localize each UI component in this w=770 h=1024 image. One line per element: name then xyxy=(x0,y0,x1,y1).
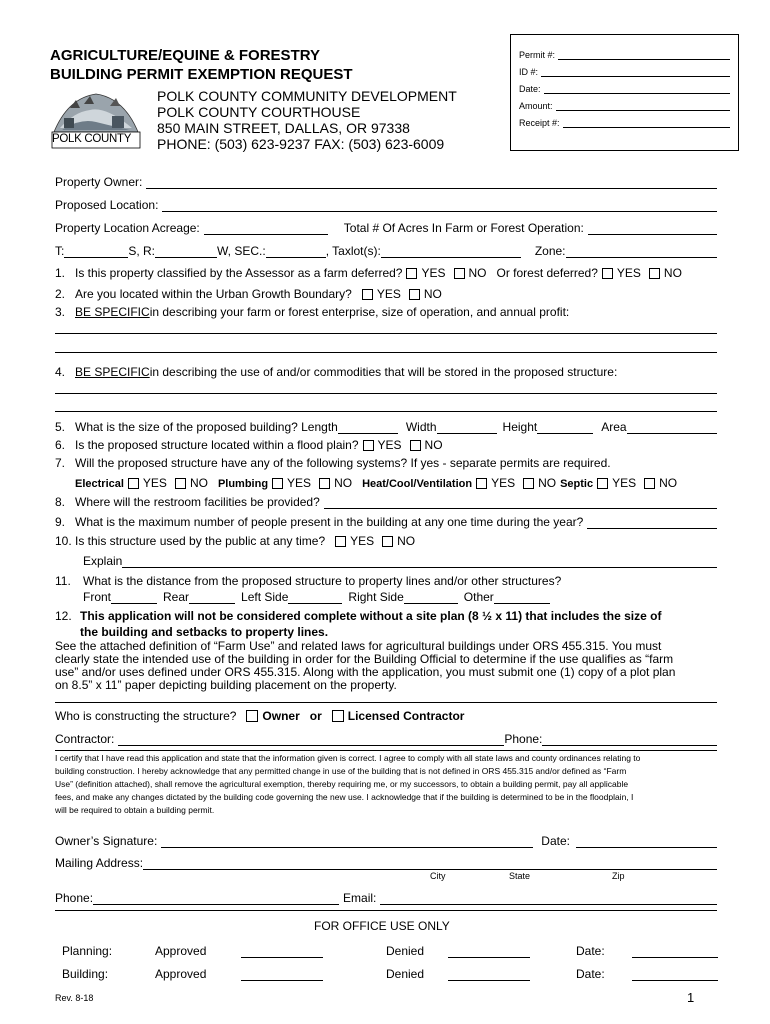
rear-distance-field[interactable] xyxy=(189,591,235,604)
building-row: Building: Approved Denied Date: xyxy=(62,965,720,981)
q1-yes-checkbox[interactable] xyxy=(406,268,417,279)
property-owner-field[interactable] xyxy=(146,176,717,189)
question-8: 8. Where will the restroom facilities be provided? xyxy=(55,493,717,509)
owner-email-field[interactable] xyxy=(380,892,717,905)
width-field[interactable] xyxy=(437,421,497,434)
signature-date-field[interactable] xyxy=(576,835,717,848)
owner-checkbox[interactable] xyxy=(246,710,258,722)
id-number-field[interactable]: ID #: xyxy=(519,60,730,77)
restroom-field[interactable] xyxy=(324,496,717,509)
permit-number-field[interactable]: Permit #: xyxy=(519,43,730,60)
q2-yes-checkbox[interactable] xyxy=(362,289,373,300)
front-distance-field[interactable] xyxy=(111,591,157,604)
property-owner-row: Property Owner: xyxy=(55,173,717,189)
question-6: 6. Is the proposed structure located within a flood plain? YES NO xyxy=(55,438,443,452)
range-field[interactable] xyxy=(155,245,217,258)
area-field[interactable] xyxy=(627,421,717,434)
receipt-number-field[interactable]: Receipt #: xyxy=(519,111,730,128)
legal-description-row: T: S, R: W, SEC.: , Taxlot(s): Zone: xyxy=(55,242,717,258)
licensed-contractor-checkbox[interactable] xyxy=(332,710,344,722)
height-field[interactable] xyxy=(537,421,593,434)
q11-distances-row: Front Rear Left Side Right Side Other xyxy=(83,588,550,604)
question-5: 5. What is the size of the proposed building? Length Width Height Area xyxy=(55,418,717,434)
logo-text: POLK COUNTY xyxy=(52,133,132,145)
amount-field[interactable]: Amount: xyxy=(519,94,730,111)
question-11: 11. What is the distance from the proposed structure to property lines and/or other structures? xyxy=(55,574,562,588)
contractor-row: Contractor: Phone: xyxy=(55,730,717,746)
q4-answer-line-2[interactable] xyxy=(55,411,717,412)
q2-no-checkbox[interactable] xyxy=(409,289,420,300)
certification-text: I certify that I have read this application and state that the information given is correct. I agree to comply with all state laws and county ordinances relating to building construction. I hereby acknowledge that any permitted change in use of the building that is not defined in ORS 455.315 and/or defined as “Farm Use” (definition attached), shall remove the agricultural exemption, thereby requiring me, or my successors, to obtain a building permit, pay all applicable fees, and make any changes dictated by the building code governing the new use. I acknowledge that if the building is determined to be in the floodplain, I will be required to obtain a building permit. xyxy=(55,753,641,815)
proposed-location-field[interactable] xyxy=(162,199,717,212)
question-12: 12. This application will not be considered complete without a site plan (8 ½ x 11) that includes the size of xyxy=(55,609,662,623)
planning-row: Planning: Approved Denied Date: xyxy=(62,942,720,958)
taxlot-field[interactable] xyxy=(381,245,521,258)
revision-label: Rev. 8-18 xyxy=(55,993,94,1003)
mailing-address-field[interactable] xyxy=(143,857,717,870)
city-label: City xyxy=(430,871,446,881)
form-title-line2: BUILDING PERMIT EXEMPTION REQUEST xyxy=(50,66,353,83)
q1-no-checkbox[interactable] xyxy=(454,268,465,279)
q1-forest-yes-checkbox[interactable] xyxy=(602,268,613,279)
office-info-box xyxy=(510,34,739,151)
q10-explain-row: Explain xyxy=(83,552,717,568)
office-use-title: FOR OFFICE USE ONLY xyxy=(314,919,450,933)
q7-systems-row: Electrical YES NO Plumbing YES NO Heat/Cool/Ventilation YES NO Septic YES NO xyxy=(75,476,678,490)
question-10: 10. Is this structure used by the public at any time? YES NO xyxy=(55,534,416,548)
plumbing-yes-checkbox[interactable] xyxy=(272,478,283,489)
owner-signature-field[interactable] xyxy=(161,835,533,848)
farm-use-paragraph: See the attached definition of “Farm Use” and related laws for agricultural buildings under ORS 455.315. You must clearly state the intended use of the building in order for the Building Official to determine if the use qualifies as “farm use” and/or uses defined under ORS 455.315. Along with the application, you must submit one (1) copy of a plot plan on 8.5” x 11” paper depicting building placement on the property. xyxy=(55,639,676,692)
building-denied-field[interactable] xyxy=(448,968,530,981)
question-12-cont: the building and setbacks to property lines. xyxy=(80,625,329,639)
question-2: 2. Are you located within the Urban Growth Boundary? YES NO xyxy=(55,287,442,301)
acreage-field[interactable] xyxy=(204,222,328,235)
owner-signature-row: Owner’s Signature: Date: xyxy=(55,832,717,848)
agency-address: 850 MAIN STREET, DALLAS, OR 97338 xyxy=(157,120,410,136)
phone-email-row: Phone: Email: xyxy=(55,889,717,905)
section-field[interactable] xyxy=(266,245,326,258)
q10-yes-checkbox[interactable] xyxy=(335,536,346,547)
agency-phone-fax: PHONE: (503) 623-9237 FAX: (503) 623-6009 xyxy=(157,136,445,152)
q1-forest-no-checkbox[interactable] xyxy=(649,268,660,279)
q6-no-checkbox[interactable] xyxy=(410,440,421,451)
hvac-yes-checkbox[interactable] xyxy=(476,478,487,489)
office-use-divider xyxy=(55,910,717,911)
office-date-field[interactable]: Date: xyxy=(519,77,730,94)
constructor-question: Who is constructing the structure? Owner or Licensed Contractor xyxy=(55,709,465,723)
building-approved-field[interactable] xyxy=(241,968,323,981)
proposed-location-row: Proposed Location: xyxy=(55,196,717,212)
section-divider xyxy=(55,702,717,703)
other-distance-field[interactable] xyxy=(494,591,550,604)
question-9: 9. What is the maximum number of people present in the building at any one time during the year? xyxy=(55,513,717,529)
page-number: 1 xyxy=(687,990,695,1005)
township-field[interactable] xyxy=(64,245,128,258)
septic-no-checkbox[interactable] xyxy=(644,478,655,489)
septic-yes-checkbox[interactable] xyxy=(597,478,608,489)
agency-building: POLK COUNTY COURTHOUSE xyxy=(157,104,361,120)
owner-phone-field[interactable] xyxy=(93,892,339,905)
mailing-address-row: Mailing Address: xyxy=(55,854,717,870)
electrical-no-checkbox[interactable] xyxy=(175,478,186,489)
state-label: State xyxy=(509,871,531,881)
zone-field[interactable] xyxy=(566,245,717,258)
q4-answer-line-1[interactable] xyxy=(55,393,717,394)
plumbing-no-checkbox[interactable] xyxy=(319,478,330,489)
form-title-line1: AGRICULTURE/EQUINE & FORESTRY xyxy=(50,47,321,64)
q3-answer-line-1[interactable] xyxy=(55,333,717,334)
contractor-phone-field[interactable] xyxy=(542,733,717,746)
question-3: 3. BE SPECIFIC in describing your farm or forest enterprise, size of operation, and annual profit: xyxy=(55,305,570,319)
electrical-yes-checkbox[interactable] xyxy=(128,478,139,489)
max-occupancy-field[interactable] xyxy=(587,516,717,529)
q6-yes-checkbox[interactable] xyxy=(363,440,374,451)
question-4: 4. BE SPECIFIC in describing the use of and/or commodities that will be stored in the proposed structure: xyxy=(55,365,618,379)
acreage-row: Property Location Acreage: Total # Of Acres In Farm or Forest Operation: xyxy=(55,219,717,235)
question-1: 1. Is this property classified by the Assessor as a farm deferred? YES NO Or forest deferred? YES NO xyxy=(55,266,682,280)
hvac-no-checkbox[interactable] xyxy=(523,478,534,489)
contractor-field[interactable] xyxy=(118,733,504,746)
zip-label: Zip xyxy=(612,871,625,881)
left-side-distance-field[interactable] xyxy=(288,591,342,604)
q10-no-checkbox[interactable] xyxy=(382,536,393,547)
length-field[interactable] xyxy=(338,421,398,434)
total-acres-field[interactable] xyxy=(588,222,717,235)
right-side-distance-field[interactable] xyxy=(404,591,458,604)
certify-divider xyxy=(55,750,717,751)
agency-name: POLK COUNTY COMMUNITY DEVELOPMENT xyxy=(157,88,457,104)
explain-field[interactable] xyxy=(122,555,717,568)
q3-answer-line-2[interactable] xyxy=(55,352,717,353)
planning-approved-field[interactable] xyxy=(241,945,323,958)
planning-denied-field[interactable] xyxy=(448,945,530,958)
building-date-field[interactable] xyxy=(632,968,718,981)
planning-date-field[interactable] xyxy=(632,945,718,958)
question-7: 7. Will the proposed structure have any of the following systems? If yes - separate permits are required. xyxy=(55,456,611,470)
